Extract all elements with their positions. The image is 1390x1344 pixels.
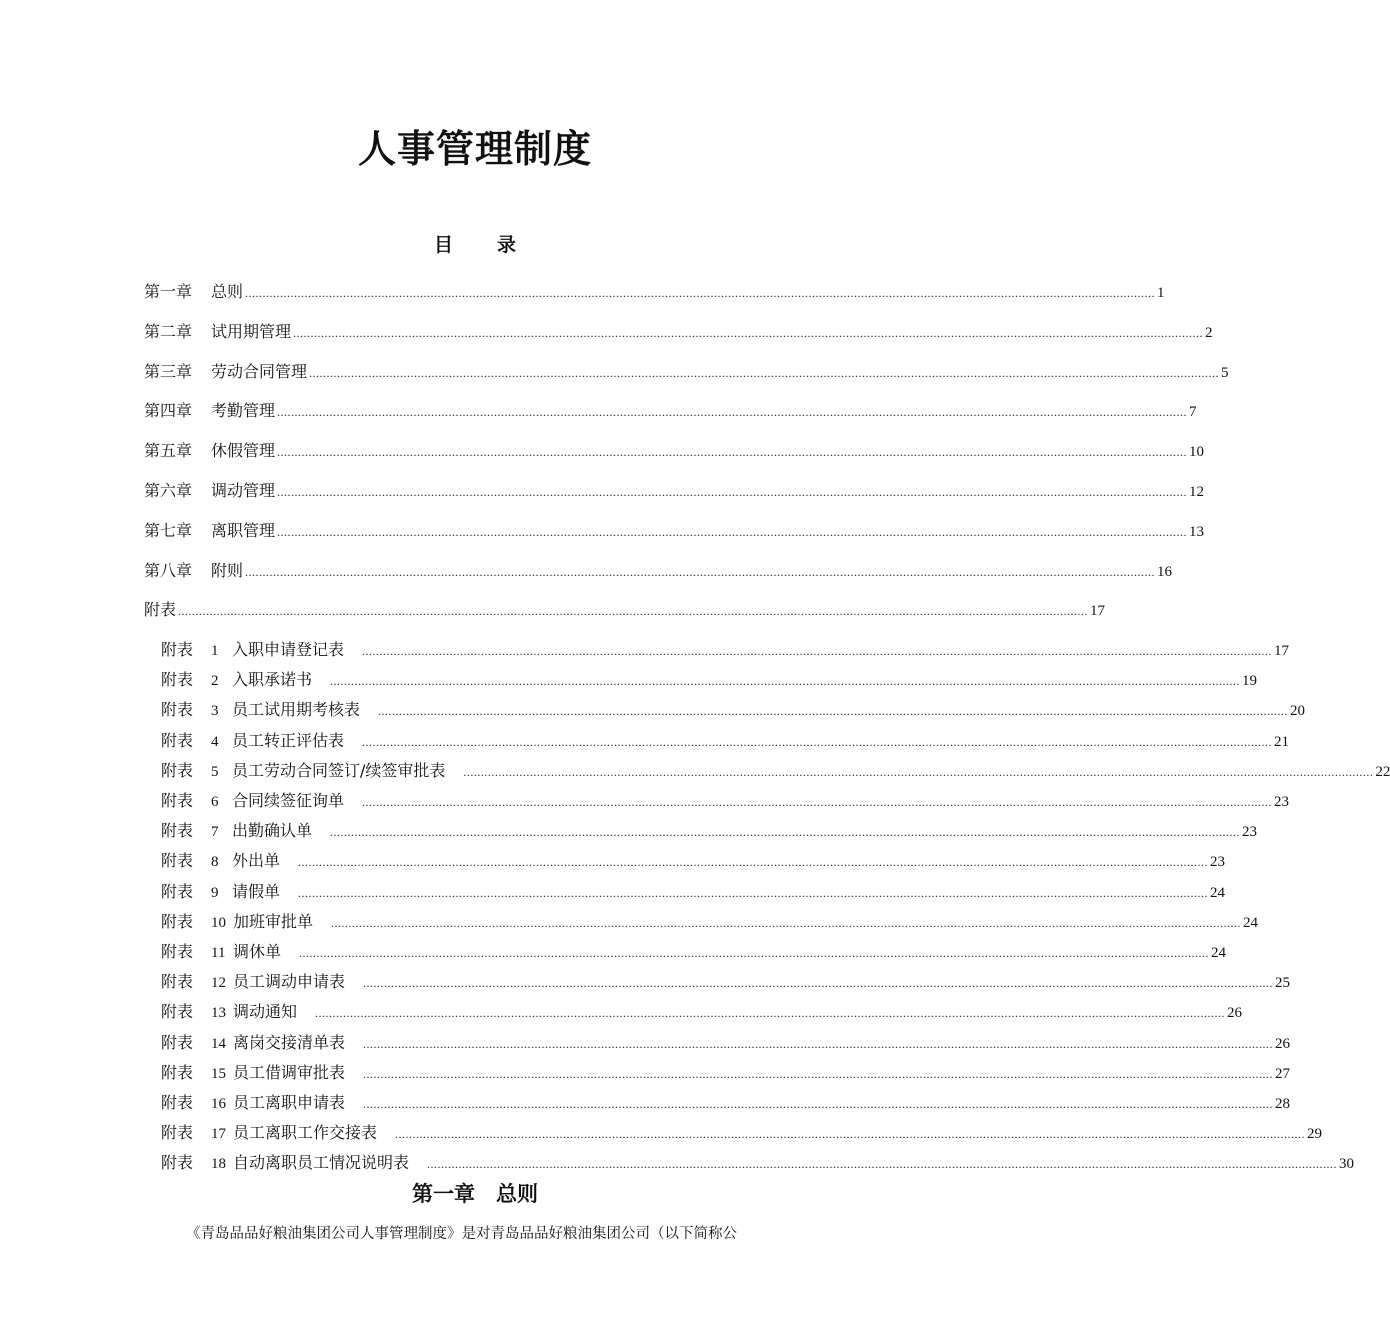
toc-chapter-title: 总则 <box>211 282 244 301</box>
toc-chapter-title: 考勤管理 <box>211 401 276 421</box>
toc-appendix-prefix: 附表 <box>161 640 194 659</box>
toc-page-number: 26 <box>1227 1005 1243 1022</box>
toc-entry-label <box>161 1093 361 1114</box>
toc-appendix-prefix: 附表 <box>161 911 194 931</box>
dot-leader: .................................................................................................................................................................................................................................................................... <box>331 915 1242 930</box>
dot-leader: .................................................................................................................................................................................................................................................................... <box>395 1127 1306 1142</box>
toc-entry-appendix[interactable] <box>144 600 1106 620</box>
toc-page-number: 1 <box>1157 285 1165 301</box>
toc-appendix-prefix: 附表 <box>161 1032 194 1052</box>
toc-chapter-number: 第二章 <box>144 321 193 341</box>
toc-entry-appendix-item[interactable] <box>161 1153 1355 1173</box>
toc-appendix-number: 2 <box>211 673 219 690</box>
toc-chapter-number: 第五章 <box>144 441 193 461</box>
toc-page-number: 22 <box>1375 763 1390 780</box>
toc-heading-char-1: 目 <box>433 234 453 256</box>
toc-chapter-title: 附则 <box>211 560 244 580</box>
dot-leader: .................................................................................................................................................................................................................................................................... <box>309 365 1220 380</box>
toc-appendix-title: 员工离职申请表 <box>233 1093 346 1112</box>
toc-chapter-number: 第六章 <box>144 481 193 500</box>
toc-entry-label <box>161 912 329 933</box>
toc-entry-label <box>161 972 361 993</box>
dot-leader: .................................................................................................................................................................................................................................................................... <box>363 1036 1274 1051</box>
toc-appendix-number: 4 <box>211 733 219 750</box>
toc-entry-label <box>161 670 328 691</box>
toc-entry-label <box>161 1002 313 1023</box>
toc-entry-appendix-item[interactable] <box>161 972 1291 992</box>
toc-entry-label <box>144 481 275 501</box>
toc-chapter-title: 离职管理 <box>211 520 276 540</box>
toc-entry-label <box>161 942 297 963</box>
toc-appendix-number: 16 <box>211 1096 226 1112</box>
toc-appendix-title: 入职承诺书 <box>232 670 313 690</box>
toc-chapter-number: 第四章 <box>144 401 193 421</box>
chapter-one-heading: 第一章 总则 <box>412 1182 538 1206</box>
toc-entry-appendix-item[interactable] <box>161 821 1258 841</box>
document-title: 人事管理制度 <box>357 127 592 171</box>
toc-chapter-number: 第一章 <box>144 282 193 301</box>
dot-leader: .................................................................................................................................................................................................................................................................... <box>298 855 1209 870</box>
toc-appendix-title: 员工试用期考核表 <box>232 700 361 720</box>
dot-leader: .................................................................................................................................................................................................................................................................... <box>363 1097 1274 1111</box>
toc-entry-label <box>161 791 360 812</box>
toc-entry-label <box>161 1153 425 1174</box>
toc-appendix-number: 17 <box>211 1126 226 1143</box>
toc-entry-chapter[interactable] <box>144 520 1205 541</box>
toc-page-number: 2 <box>1205 324 1213 341</box>
toc-appendix-title: 调休单 <box>233 942 282 961</box>
dot-leader: .................................................................................................................................................................................................................................................................... <box>277 524 1188 539</box>
toc-entry-chapter[interactable] <box>144 481 1205 501</box>
toc-entry-chapter[interactable] <box>144 560 1173 581</box>
toc-chapter-number: 第八章 <box>144 560 193 580</box>
toc-page-number: 23 <box>1274 794 1290 810</box>
toc-appendix-title: 员工调动申请表 <box>233 972 346 992</box>
toc-page-number: 19 <box>1242 673 1258 690</box>
dot-leader: .................................................................................................................................................................................................................................................................... <box>293 325 1204 340</box>
dot-leader: .................................................................................................................................................................................................................................................................... <box>363 1066 1274 1081</box>
toc-page-number: 21 <box>1274 733 1290 750</box>
toc-page-number: 24 <box>1210 884 1226 901</box>
toc-entry-appendix-item[interactable] <box>161 760 1390 781</box>
dot-leader: .................................................................................................................................................................................................................................................................... <box>378 704 1289 719</box>
toc-appendix-number: 9 <box>211 884 219 901</box>
toc-entry-label <box>161 700 376 721</box>
toc-appendix-title: 调动通知 <box>233 1002 298 1022</box>
toc-entry-appendix-item[interactable] <box>161 1032 1291 1053</box>
dot-leader: .................................................................................................................................................................................................................................................................... <box>427 1157 1338 1172</box>
toc-appendix-prefix: 附表 <box>161 851 194 871</box>
toc-entry-label <box>161 821 328 842</box>
toc-appendix-prefix: 附表 <box>161 791 194 810</box>
toc-entry-appendix-item[interactable] <box>161 700 1306 720</box>
dot-leader: .................................................................................................................................................................................................................................................................... <box>330 674 1241 689</box>
toc-appendix-title: 员工借调审批表 <box>233 1062 346 1082</box>
toc-page-number: 20 <box>1290 703 1306 720</box>
toc-appendix-prefix: 附表 <box>161 760 194 780</box>
toc-appendix-title: 外出单 <box>232 851 281 871</box>
toc-appendix-title: 员工离职工作交接表 <box>233 1123 378 1143</box>
dot-leader: .................................................................................................................................................................................................................................................................... <box>463 764 1374 779</box>
toc-entry-label <box>161 761 461 782</box>
toc-appendix-prefix: 附表 <box>161 1123 194 1143</box>
toc-entry-label <box>161 851 296 872</box>
toc-entry-label <box>144 561 243 581</box>
toc-entry-chapter[interactable] <box>144 441 1205 461</box>
toc-entry-chapter[interactable] <box>144 321 1213 342</box>
toc-entry-label <box>161 640 360 661</box>
toc-page-number: 17 <box>1090 603 1106 619</box>
toc-entry-label <box>144 362 307 382</box>
toc-appendix-prefix: 附表 <box>161 670 194 690</box>
toc-entry-appendix-item[interactable] <box>161 911 1259 932</box>
toc-appendix-title: 附表 <box>144 600 177 619</box>
toc-page-number: 25 <box>1275 975 1291 992</box>
toc-page-number: 28 <box>1275 1096 1291 1112</box>
toc-appendix-number: 7 <box>211 824 219 841</box>
toc-appendix-title: 员工转正评估表 <box>232 730 345 750</box>
toc-appendix-title: 出勤确认单 <box>232 821 313 841</box>
toc-appendix-prefix: 附表 <box>161 1093 194 1112</box>
toc-page-number: 23 <box>1242 824 1258 841</box>
toc-chapter-number: 第三章 <box>144 361 193 381</box>
toc-appendix-prefix: 附表 <box>161 942 194 961</box>
toc-appendix-number: 18 <box>211 1156 226 1173</box>
toc-appendix-prefix: 附表 <box>161 700 194 720</box>
toc-entry-appendix-item[interactable] <box>161 1062 1291 1083</box>
toc-appendix-prefix: 附表 <box>161 730 194 750</box>
toc-chapter-title: 休假管理 <box>211 441 276 461</box>
toc-page-number: 16 <box>1157 563 1173 580</box>
toc-page-number: 24 <box>1243 914 1259 931</box>
dot-leader: .................................................................................................................................................................................................................................................................... <box>362 795 1273 809</box>
toc-appendix-number: 13 <box>211 1005 226 1022</box>
toc-page-number: 7 <box>1189 404 1197 421</box>
toc-appendix-prefix: 附表 <box>161 821 194 841</box>
toc-entry-appendix-item[interactable] <box>161 791 1290 811</box>
dot-leader: .................................................................................................................................................................................................................................................................... <box>298 885 1209 900</box>
toc-entry-label <box>161 1063 361 1084</box>
body-paragraph: 《青岛品品好粮油集团公司人事管理制度》是对青岛品品好粮油集团公司（以下简称公 <box>186 1226 737 1242</box>
dot-leader: .................................................................................................................................................................................................................................................................... <box>315 1006 1226 1021</box>
toc-appendix-title: 合同续签征询单 <box>232 791 345 810</box>
dot-leader: .................................................................................................................................................................................................................................................................... <box>277 445 1188 460</box>
toc-appendix-number: 8 <box>211 854 219 871</box>
toc-entry-appendix-item[interactable] <box>161 670 1258 690</box>
toc-entry-label <box>144 322 291 342</box>
dot-leader: .................................................................................................................................................................................................................................................................... <box>362 734 1273 749</box>
toc-entry-label <box>161 731 360 752</box>
toc-entry-label <box>144 600 176 620</box>
toc-entry-appendix-item[interactable] <box>161 1002 1243 1022</box>
toc-appendix-number: 11 <box>211 945 226 961</box>
dot-leader: .................................................................................................................................................................................................................................................................... <box>362 644 1273 658</box>
toc-entry-chapter[interactable] <box>144 401 1197 421</box>
toc-entry-appendix-item[interactable] <box>161 1123 1323 1143</box>
toc-entry-chapter[interactable] <box>144 361 1229 382</box>
toc-entry-appendix-item[interactable] <box>161 881 1226 902</box>
toc-entry-label <box>161 1033 361 1054</box>
toc-page-number: 26 <box>1275 1035 1291 1052</box>
toc-page-number: 27 <box>1275 1065 1291 1082</box>
toc-chapter-number: 第七章 <box>144 520 193 540</box>
dot-leader: .................................................................................................................................................................................................................................................................... <box>299 946 1210 960</box>
toc-appendix-prefix: 附表 <box>161 881 194 901</box>
toc-entry-appendix-item[interactable] <box>161 1093 1291 1113</box>
toc-appendix-number: 15 <box>211 1065 226 1082</box>
toc-appendix-title: 离岗交接清单表 <box>233 1032 346 1052</box>
toc-appendix-number: 14 <box>211 1035 226 1052</box>
toc-entry-label <box>144 401 275 421</box>
toc-page-number: 5 <box>1221 364 1229 381</box>
dot-leader: .................................................................................................................................................................................................................................................................... <box>277 405 1188 420</box>
toc-appendix-title: 员工劳动合同签订/续签审批表 <box>232 760 446 780</box>
toc-appendix-number: 3 <box>211 703 219 720</box>
toc-entry-label <box>144 441 275 461</box>
toc-appendix-number: 10 <box>211 914 226 931</box>
toc-appendix-prefix: 附表 <box>161 1002 194 1022</box>
toc-entry-label <box>144 282 243 302</box>
toc-entry-label <box>161 882 296 903</box>
toc-page-number: 12 <box>1189 484 1205 500</box>
toc-entry-chapter[interactable] <box>144 282 1165 302</box>
dot-leader: .................................................................................................................................................................................................................................................................... <box>245 286 1156 300</box>
dot-leader: .................................................................................................................................................................................................................................................................... <box>277 485 1188 499</box>
dot-leader: .................................................................................................................................................................................................................................................................... <box>178 604 1089 618</box>
toc-appendix-number: 5 <box>211 763 219 780</box>
toc-appendix-number: 1 <box>211 643 219 659</box>
toc-page-number: 13 <box>1189 523 1205 540</box>
toc-entry-appendix-item[interactable] <box>161 730 1290 751</box>
toc-appendix-prefix: 附表 <box>161 972 194 992</box>
toc-entry-appendix-item[interactable] <box>161 851 1226 871</box>
toc-appendix-number: 12 <box>211 975 226 992</box>
toc-appendix-title: 请假单 <box>232 881 281 901</box>
toc-entry-label <box>161 1123 393 1144</box>
toc-page-number: 30 <box>1339 1156 1355 1173</box>
toc-chapter-title: 试用期管理 <box>211 321 292 341</box>
toc-page-number: 23 <box>1210 854 1226 871</box>
dot-leader: .................................................................................................................................................................................................................................................................... <box>245 564 1156 579</box>
toc-page-number: 24 <box>1211 945 1227 961</box>
toc-page-number: 17 <box>1274 643 1290 659</box>
toc-appendix-title: 自动离职员工情况说明表 <box>233 1153 410 1173</box>
toc-entry-appendix-item[interactable] <box>161 640 1290 660</box>
dot-leader: .................................................................................................................................................................................................................................................................... <box>363 976 1274 991</box>
toc-appendix-title: 加班审批单 <box>233 911 314 931</box>
toc-appendix-prefix: 附表 <box>161 1062 194 1082</box>
toc-chapter-title: 调动管理 <box>211 481 276 500</box>
toc-appendix-number: 6 <box>211 794 219 810</box>
toc-heading-char-2: 录 <box>497 234 517 256</box>
toc-appendix-prefix: 附表 <box>161 1153 194 1173</box>
toc-page-number: 29 <box>1307 1126 1323 1143</box>
toc-appendix-title: 入职申请登记表 <box>232 640 345 659</box>
toc-chapter-title: 劳动合同管理 <box>211 361 308 381</box>
toc-entry-label <box>144 521 275 541</box>
toc-entry-appendix-item[interactable] <box>161 942 1227 962</box>
toc-page-number: 10 <box>1189 444 1205 461</box>
toc-heading <box>0 230 950 257</box>
dot-leader: .................................................................................................................................................................................................................................................................... <box>330 825 1241 840</box>
